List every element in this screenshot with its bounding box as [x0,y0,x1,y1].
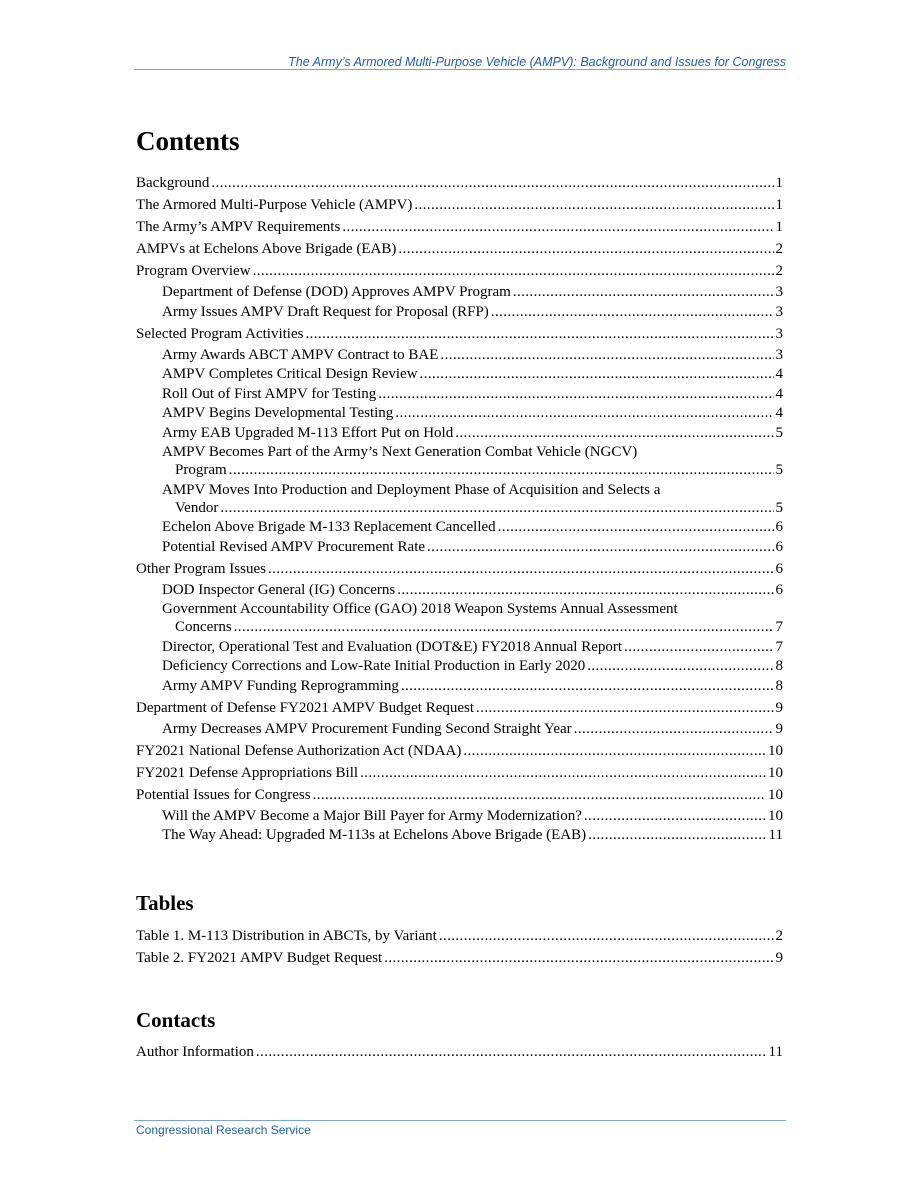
toc-entry-selected-activities[interactable]: Selected Program Activities ..... 3 [136,325,783,343]
toc-entry-eab[interactable]: AMPVs at Echelons Above Brigade (EAB) ..... 2 [136,240,783,258]
tables-list [136,927,783,967]
header-rule [134,69,786,70]
toc-entry-way-ahead[interactable]: The Way Ahead: Upgraded M-113s at Echelons Above Brigade (EAB) ..... 11 [136,826,783,844]
footer-rule [134,1120,786,1121]
toc-entry-ngcv[interactable]: AMPV Becomes Part of the Army’s Next Generation Combat Vehicle (NGCV) Program ..... 5 [136,443,783,479]
toc-entry-potential-issues[interactable]: Potential Issues for Congress ..... 10 [136,786,783,804]
toc-entry-m113-hold[interactable]: Army EAB Upgraded M-113 Effort Put on Hold ..... 5 [136,424,783,442]
contents-heading: Contents [136,126,240,156]
toc-entry-bill-payer[interactable]: Will the AMPV Become a Major Bill Payer for Army Modernization? ..... 10 [136,807,783,825]
toc-entry-requirements[interactable]: The Army’s AMPV Requirements ..... 1 [136,218,783,236]
toc-entry-gao-concerns[interactable]: Government Accountability Office (GAO) 2018 Weapon Systems Annual Assessment Concerns ..... 7 [136,600,783,636]
tables-heading: Tables [136,891,194,915]
toc-entry-table-1[interactable]: Table 1. M-113 Distribution in ABCTs, by Variant ..... 2 [136,927,783,945]
toc-entry-fy2021-budget[interactable]: Department of Defense FY2021 AMPV Budget Request ..... 9 [136,699,783,717]
toc-entry-dod-approves[interactable]: Department of Defense (DOD) Approves AMPV Program ..... 3 [136,283,783,301]
toc-entry-reprogramming[interactable]: Army AMPV Funding Reprogramming ..... 8 [136,677,783,695]
toc-entry-deficiency-corrections[interactable]: Deficiency Corrections and Low-Rate Initial Production in Early 2020 ..... 8 [136,657,783,675]
toc-entry-m133-cancelled[interactable]: Echelon Above Brigade M-133 Replacement Cancelled ..... 6 [136,518,783,536]
toc-entry-production-phase[interactable]: AMPV Moves Into Production and Deployment Phase of Acquisition and Selects a Vendor ..... 5 [136,481,783,517]
contacts-list [136,1043,783,1061]
toc-entry-author-information[interactable]: Author Information ..... 11 [136,1043,783,1061]
footer-text: Congressional Research Service [136,1123,311,1137]
toc-entry-appropriations[interactable]: FY2021 Defense Appropriations Bill ..... 10 [136,764,783,782]
toc-entry-design-review[interactable]: AMPV Completes Critical Design Review ..... 4 [136,365,783,383]
toc-entry-ndaa[interactable]: FY2021 National Defense Authorization Act (NDAA) ..... 10 [136,742,783,760]
toc-entry-contract-bae[interactable]: Army Awards ABCT AMPV Contract to BAE ..... 3 [136,346,783,364]
toc-entry-roll-out[interactable]: Roll Out of First AMPV for Testing ..... 4 [136,385,783,403]
toc-entry-draft-rfp[interactable]: Army Issues AMPV Draft Request for Proposal (RFP) ..... 3 [136,303,783,321]
running-header: The Army’s Armored Multi-Purpose Vehicle (AMPV): Background and Issues for Congress [288,55,786,69]
toc-entry-background[interactable]: Background ..... 1 [136,174,783,192]
toc-entry-procurement-rate[interactable]: Potential Revised AMPV Procurement Rate ..... 6 [136,538,783,556]
toc-entry-ig-concerns[interactable]: DOD Inspector General (IG) Concerns ..... 6 [136,581,783,599]
contents-list [136,174,783,844]
toc-entry-dote-report[interactable]: Director, Operational Test and Evaluation (DOT&E) FY2018 Annual Report ..... 7 [136,638,783,656]
toc-entry-ampv[interactable]: The Armored Multi-Purpose Vehicle (AMPV) ..... 1 [136,196,783,214]
contacts-heading: Contacts [136,1008,216,1032]
toc-entry-dev-testing[interactable]: AMPV Begins Developmental Testing ..... 4 [136,404,783,422]
toc-entry-table-2[interactable]: Table 2. FY2021 AMPV Budget Request ..... 9 [136,949,783,967]
toc-entry-funding-decrease[interactable]: Army Decreases AMPV Procurement Funding Second Straight Year ..... 9 [136,720,783,738]
toc-entry-other-issues[interactable]: Other Program Issues ..... 6 [136,560,783,578]
toc-entry-program-overview[interactable]: Program Overview ..... 2 [136,262,783,280]
